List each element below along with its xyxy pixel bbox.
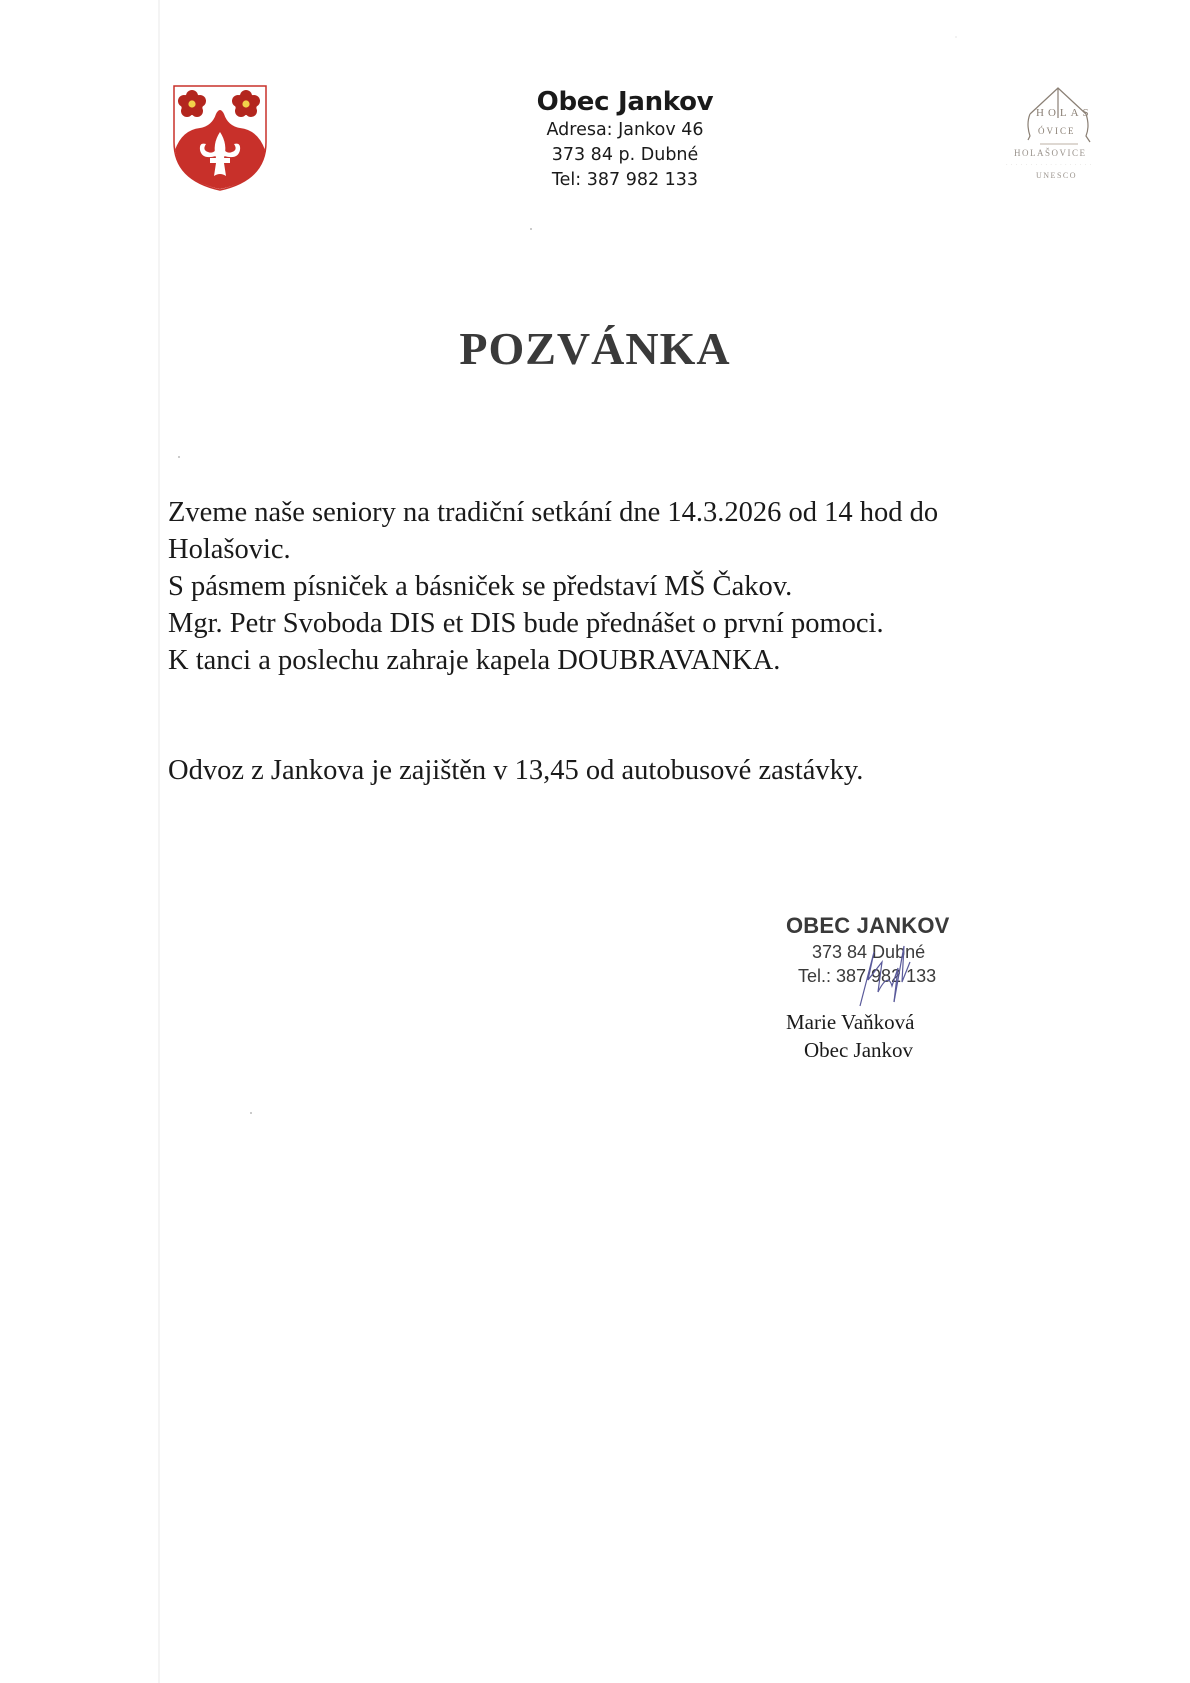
address-line: Adresa: Jankov 46 — [546, 120, 704, 140]
svg-text:· · · · · · · · · · · · · · ·: · · · · · · · · · · · · · · · · · · — [1006, 163, 1093, 168]
phone-line: Tel: 387 982 133 — [551, 170, 699, 190]
scan-edge — [158, 0, 160, 1683]
holasovice-logo-icon — [1000, 84, 1118, 188]
postal-line: 373 84 p. Dubné — [551, 145, 699, 165]
coat-of-arms-icon — [172, 84, 268, 192]
body-line: S pásmem písniček a básniček se představí MŠ Čakov. — [168, 571, 793, 602]
svg-text:HOLAŠOVICE: HOLAŠOVICE — [1014, 148, 1087, 158]
signature-icon — [858, 932, 918, 1012]
scan-speck — [178, 456, 180, 458]
scan-speck — [955, 36, 957, 38]
document-title: POZVÁNKA — [459, 323, 731, 374]
svg-text:HOLAS: HOLAS — [1036, 107, 1093, 119]
letterhead — [470, 86, 780, 193]
scan-speck — [530, 228, 532, 230]
body-line: Zveme naše seniory na tradiční setkání dne 14.3.2026 od 14 hod do — [168, 497, 939, 528]
municipality-name: Obec Jankov — [536, 87, 714, 117]
signatory — [786, 1008, 1006, 1064]
stamp-title: OBEC JANKOV — [786, 913, 950, 938]
body-line: K tanci a poslechu zahraje kapela DOUBRAVANKA. — [168, 645, 781, 676]
transport-note: Odvoz z Jankova je zajištěn v 13,45 od autobusové zastávky. — [168, 755, 864, 786]
svg-text:ÓVICE: ÓVICE — [1038, 126, 1076, 136]
svg-text:UNESCO: UNESCO — [1036, 171, 1078, 180]
invitation-body — [168, 494, 1068, 679]
signatory-name: Marie Vaňková — [786, 1010, 915, 1034]
signatory-organization: Obec Jankov — [804, 1038, 914, 1062]
body-line: Holašovic. — [168, 534, 291, 565]
scan-speck — [250, 1112, 252, 1114]
body-line: Mgr. Petr Svoboda DIS et DIS bude přednášet o první pomoci. — [168, 608, 884, 639]
stamp-postal: 373 84 Dubné — [812, 942, 926, 962]
stamp-phone: Tel.: 387 982 133 — [798, 966, 937, 986]
